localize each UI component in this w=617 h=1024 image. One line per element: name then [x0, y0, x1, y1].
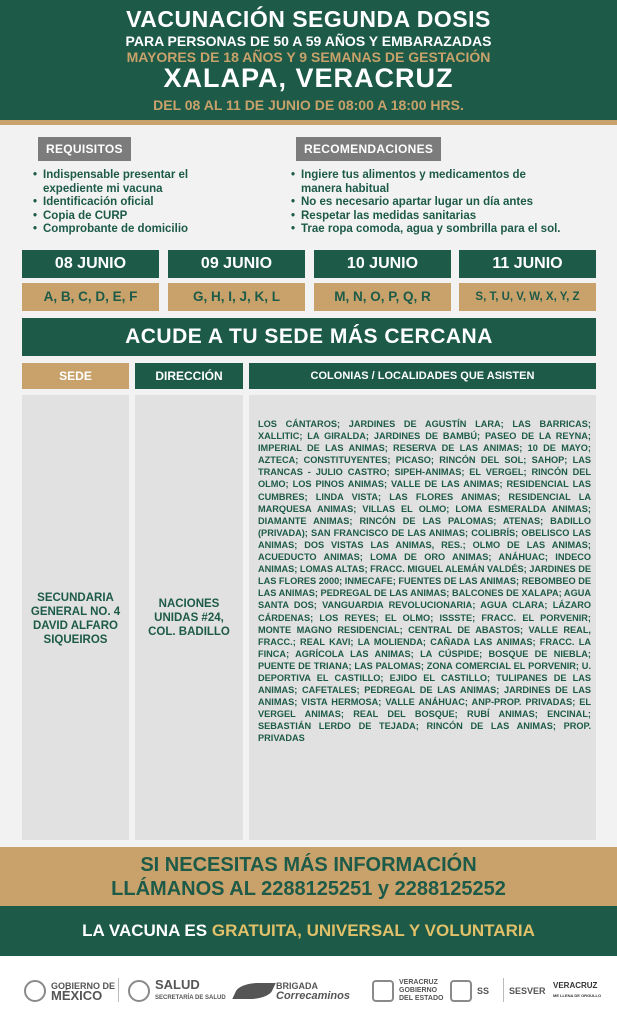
pregnancy-criteria: MAYORES DE 18 AÑOS Y 9 SEMANAS DE GESTACIÓN — [126, 49, 491, 65]
poster-title: VACUNACIÓN SEGUNDA DOSIS — [126, 6, 491, 32]
info-line-1: SI NECESITAS MÁS INFORMACIÓN — [140, 854, 477, 876]
letters-box-09: G, H, I, J, K, L — [168, 283, 305, 311]
recomendacion-item: • No es necesario apartar lugar un día antes — [291, 196, 591, 210]
header-sede: SEDE — [22, 363, 129, 389]
letters-box-10: M, N, O, P, Q, R — [314, 283, 451, 311]
requisitos-list — [33, 169, 273, 237]
sesver-logo: SESVER — [509, 986, 546, 996]
ss-logo: SS — [450, 976, 489, 1006]
letters-box-11: S, T, U, V, W, X, Y, Z — [459, 283, 596, 311]
direccion-text: NACIONES UNIDAS #24, COL. BADILLO — [148, 598, 230, 638]
info-phone-line: LLÁMANOS AL 2288125251 y 2288125252 — [111, 878, 506, 900]
free-vaccine-banner — [0, 906, 617, 956]
date-box-10: 10 JUNIO — [314, 250, 451, 278]
eagle-seal-icon — [128, 980, 150, 1002]
date-box-09: 09 JUNIO — [168, 250, 305, 278]
recomendaciones-list — [291, 169, 591, 237]
recomendacion-item: • Respetar las medidas sanitarias — [291, 210, 591, 224]
requisito-item: • Identificación oficial — [33, 196, 273, 210]
info-banner — [0, 847, 617, 906]
sede-banner: ACUDE A TU SEDE MÁS CERCANA — [22, 318, 596, 356]
footer-logos — [0, 956, 617, 1024]
letters-box-08: A, B, C, D, E, F — [22, 283, 159, 311]
divider — [118, 978, 119, 1002]
veracruz-orgullo-logo: VERACRUZ ME LLENA DE ORGULLO — [553, 980, 602, 998]
divider — [503, 978, 504, 1002]
recomendacion-item-continued: manera habitual — [301, 182, 390, 195]
requisito-item: • Comprobante de domicilio — [33, 223, 273, 237]
header-banner — [0, 0, 617, 120]
header-colonias: COLONIAS / LOCALIDADES QUE ASISTEN — [249, 363, 596, 389]
requisito-item: • Indispensable presentar el — [33, 169, 273, 183]
eagle-seal-icon — [24, 980, 46, 1002]
sede-name: SECUNDARIA GENERAL NO. 4 DAVID ALFARO SIQUEIROS — [30, 592, 121, 646]
brigada-correcaminos-logo: BRIGADA Correcaminos — [236, 976, 350, 1006]
header-divider — [0, 120, 617, 125]
roadrunner-icon — [232, 983, 275, 999]
gobierno-mexico-logo: GOBIERNO DE MÉXICO — [24, 976, 115, 1006]
recomendaciones-tag: RECOMENDACIONES — [296, 137, 441, 161]
salud-logo: SALUD SECRETARÍA DE SALUD — [128, 976, 226, 1006]
recomendacion-item: • Trae ropa comoda, agua y sombrilla para el sol. — [291, 223, 591, 237]
veracruz-gobierno-logo: VERACRUZ GOBIERNO DEL ESTADO — [372, 976, 443, 1006]
requisito-item: • Copia de CURP — [33, 210, 273, 224]
colonias-list: LOS CÁNTAROS; JARDINES DE AGUSTÍN LARA; LAS BARRICAS; XALLITIC; LA GIRALDA; JARDINES DE BAMBÚ; PASEO DE LA REYNA; IMPERIAL DE LAS ANIMAS; RESERVA DE LAS ANIMAS; 10 DE MAYO; AZTECA; CONSTITUYENTES; PICASO; RINCÓN DEL SOL; SAHOP; LAS TRANCAS - JULIO CASTRO; SIPEH-ANIMAS; EL VERGEL; RINCÓN DEL OLMO; LOS PINOS ANIMAS; VALLE DE LAS ANIMAS; RESIDENCIAL LAS CUMBRES; LINDA VISTA; LAS FLORES ANIMAS; RESIDENCIAL LA MARQUESA ANIMAS; VILLAS EL OLMO; LOMA ESMERALDA ANIMAS; DIAMANTE ANIMAS; RINCÓN DE LAS PALOMAS; ATENAS; BADILLO (PRIVADA); SAN FRANCISCO DE LAS ANIMAS; COLIBRÍS; OBELISCO LAS ANIMAS; DOS VISTAS LAS ANIMAS, RES.; OLMO DE LAS ANIMAS; ACUEDUCTO ANIMAS; LOMA DE ORO ANIMAS; ANÁHUAC; INDECO ANIMAS; LOMAS ALTAS; FRACC. MIGUEL ALEMÁN VALDÉS; JARDINES DE LAS FLORES 2000; INMECAFE; FUENTES DE LAS ANIMAS; REBOMBEO DE LAS ANIMAS; PEDREGAL DE LAS ANIMAS; BALCONES DE XALAPA; AGUA SANTA DOS; VANGUARDIA REVOLUCIONARIA; AGUA CLARA; LÁZARO CÁRDENAS; LOS REYES; EL OLMO; ISSSTE; FRACC. EL PORVENIR; MONTE MAGNO RESIDENCIAL; CENTRAL DE ABASTOS; VALLE REAL, FRACC.; REAL KAVI; LA MOLIENDA; CAÑADA LAS ANIMAS; FRACC. LA FINCA; AGRÍCOLA LAS ANIMAS; LA CÚSPIDE; BOSQUE DE NIEBLA; PUENTE DE TRIANA; LAS PALOMAS; ZONA COMERCIAL EL PORVENIR; U. DEPORTIVA EL CASTILLO; EJIDO EL CASTILLO; TULIPANES DE LAS ANIMAS; CAFETALES; PEDREGAL DE LAS ANIMAS; JARDINES DE LAS ANIMAS; VISTA HERMOSA; VALLE ANÁHUAC; ANP-PROP. PRIVADAS; EL VERGEL ANIMAS; REAL DEL BOSQUE; RUBÍ ANIMAS; ENCINAL; SEBASTIÁN LERDO DE TEJADA; RINCÓN DE LAS ANIMAS; PROP. PRIVADAS — [258, 419, 591, 744]
city-title: XALAPA, VERACRUZ — [163, 63, 454, 93]
date-box-08: 08 JUNIO — [22, 250, 159, 278]
recomendacion-item: • Ingiere tus alimentos y medicamentos de — [291, 169, 591, 183]
veracruz-shield-icon — [450, 980, 472, 1002]
target-population: PARA PERSONAS DE 50 A 59 AÑOS Y EMBARAZADAS — [125, 33, 492, 49]
date-range: DEL 08 AL 11 DE JUNIO DE 08:00 A 18:00 HRS. — [153, 97, 464, 113]
requisito-item-continued: expediente mi vacuna — [43, 182, 163, 195]
header-direccion: DIRECCIÓN — [135, 363, 243, 389]
veracruz-shield-icon — [372, 980, 394, 1002]
date-box-11: 11 JUNIO — [459, 250, 596, 278]
requisitos-tag: REQUISITOS — [38, 137, 131, 161]
free-highlight: GRATUITA, UNIVERSAL Y VOLUNTARIA — [211, 921, 535, 940]
free-prefix: LA VACUNA ES — [82, 921, 212, 940]
